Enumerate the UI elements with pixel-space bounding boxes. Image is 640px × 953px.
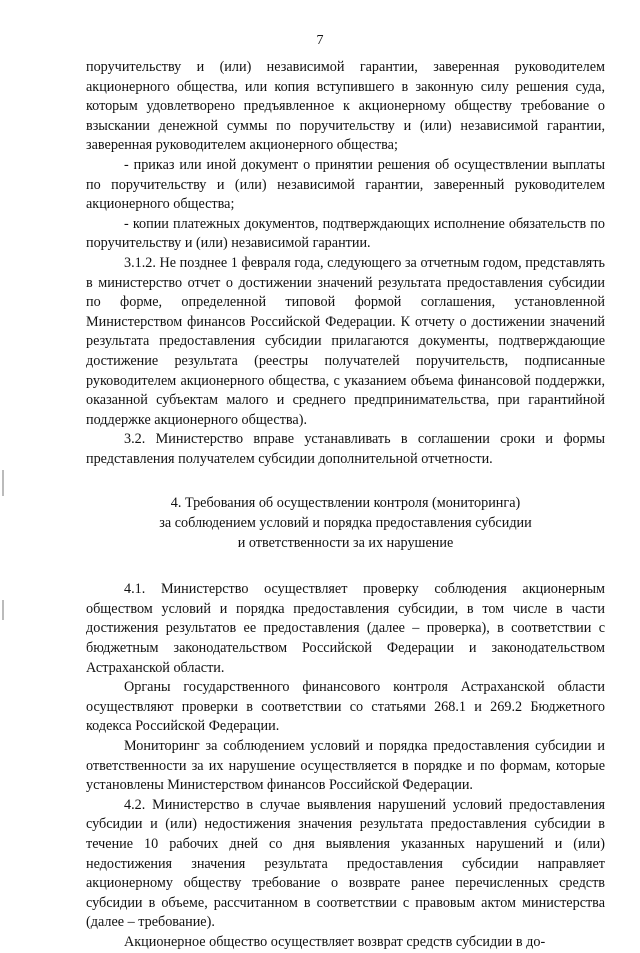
paragraph-refund: Акционерное общество осуществляет возврат средств субсидии в до- <box>124 933 546 950</box>
page-number: 7 <box>316 33 324 48</box>
paragraph-4-2: 4.2. Министерство в случае выявления нарушений условий предоставления субсидии и (или) недостижения значения результата предоставления субсидии в течение 10 рабочих дней со дня выявления указанных нарушений и (или) недостижения значения результата предоставления субсидии направляет акционерному обществу требование о возврате ранее перечисленных средств субсидии в объеме, рассчитанном в соответствии с правовым актом министерства (далее – требование). <box>86 796 605 931</box>
scan-margin-mark <box>2 470 4 496</box>
document-body <box>86 58 605 953</box>
paragraph-3-2: 3.2. Министерство вправе устанавливать в соглашении сроки и формы представления получателем субсидии дополнительной отчетности. <box>86 431 605 467</box>
scan-margin-mark <box>2 600 4 620</box>
section-heading-line: и ответственности за их нарушение <box>237 534 454 551</box>
paragraph-3-1-2: 3.1.2. Не позднее 1 февраля года, следующего за отчетным годом, представлять в министерство отчет о достижении значений результата предоставления субсидии по форме, определенной типовой формой соглашения, установленной Министерством финансов Российской Федерации. К отчету о достижении значений результата предоставления субсидии прилагаются документы, подтверждающие достижение результата (реестры получателей поручительств, подписанные руководителем акционерного общества, с указанием объема финансовой поддержки, оказанной субъектам малого и среднего предпринимательства, при гарантийной поддержке акционерного общества). <box>86 254 605 428</box>
paragraph-continuation: поручительству и (или) независимой гарантии, заверенная руководителем акционерного общества, или копия вступившего в законную силу решения суда, которым удовлетворено предъявленное к акционерному обществу требование о взыскании денежной суммы по поручительству и (или) независимой гарантии, заверенная руководителем акционерного общества; <box>86 59 605 154</box>
paragraph-4-1: 4.1. Министерство осуществляет проверку соблюдения акционерным обществом условий и порядка предоставления субсидии, в том числе в части достижения результатов ее предоставления (далее – проверка), в соответствии с бюджетным законодательством Российской Федерации и законодательством Астраханской области. <box>86 581 605 676</box>
paragraph-order-document: - приказ или иной документ о принятии решения об осуществлении выплаты по поручительству и (или) независимой гарантии, заверенный руководителем акционерного общества; <box>86 156 605 213</box>
section-heading-line: за соблюдением условий и порядка предоставления субсидии <box>159 515 532 532</box>
paragraph-payment-copies: - копии платежных документов, подтверждающих исполнение обязательств по поручительству и (или) независимой гарантии. <box>86 215 605 252</box>
section-heading-line: 4. Требования об осуществлении контроля (мониторинга) <box>170 495 521 512</box>
section-heading <box>86 494 605 553</box>
paragraph-financial-control: Органы государственного финансового контроля Астраханской области осуществляют проверки в соответствии со статьями 268.1 и 269.2 Бюджетного кодекса Российской Федерации. <box>86 679 605 735</box>
paragraph-monitoring: Мониторинг за соблюдением условий и порядка предоставления субсидии и ответственности за их нарушение осуществляется в порядке и по формам, которые установлены Министерством финансов Российской Федерации. <box>86 738 605 794</box>
